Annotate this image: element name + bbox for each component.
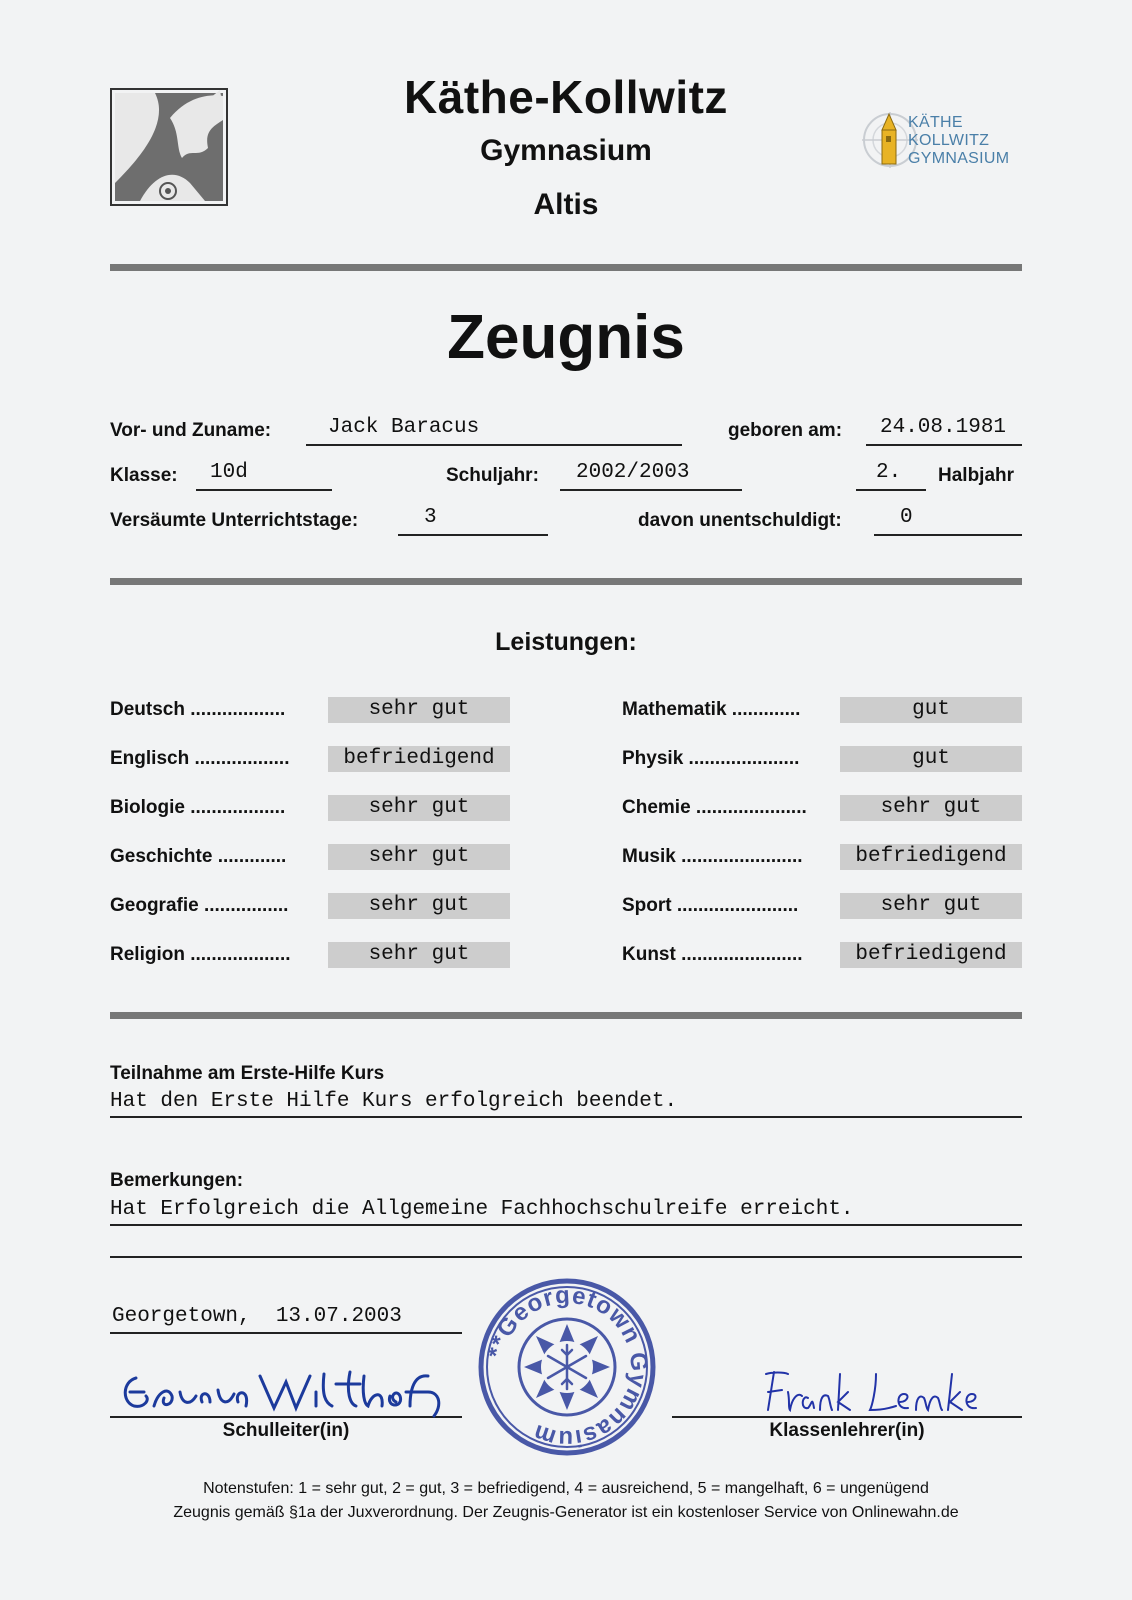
grade-value: sehr gut — [328, 795, 510, 821]
remarks-line — [110, 1194, 1022, 1226]
grade-scale-note: Notenstufen: 1 = sehr gut, 2 = gut, 3 = befriedigend, 4 = ausreichend, 5 = mangelhaft, 6 = ungenügend — [203, 1480, 929, 1497]
name-field — [306, 416, 682, 446]
grade-value: gut — [840, 746, 1022, 772]
missed-label: Versäumte Unterrichtstage: — [110, 510, 359, 531]
divider — [110, 578, 1022, 585]
grade-value: sehr gut — [328, 893, 510, 919]
subject-label: Physik ..................... — [622, 748, 800, 769]
divider — [110, 1012, 1022, 1019]
unexcused-label: davon unentschuldigt: — [638, 510, 842, 531]
school-name: Käthe-Kollwitz — [404, 71, 728, 123]
place-date-field — [110, 1305, 462, 1334]
divider — [110, 264, 1022, 271]
principal-caption: Schulleiter(in) — [222, 1420, 350, 1441]
birth-field — [866, 416, 1022, 446]
missed-value: 3 — [424, 506, 437, 529]
half-field — [856, 461, 926, 491]
grade-value: sehr gut — [328, 697, 510, 723]
first-aid-line — [110, 1086, 1022, 1118]
teacher-signature-line — [672, 1370, 1022, 1418]
year-field — [560, 461, 742, 491]
subject-label: Deutsch .................. — [110, 699, 286, 720]
half-value: 2. — [876, 461, 902, 484]
subject-label: Religion ................... — [110, 944, 291, 965]
subject-label: Musik ....................... — [622, 846, 803, 867]
name-label: Vor- und Zuname: — [110, 420, 272, 441]
class-label: Klasse: — [110, 465, 178, 486]
grade-value: befriedigend — [328, 746, 510, 772]
unexcused-value: 0 — [900, 506, 913, 529]
principal-signature-line — [110, 1370, 462, 1418]
class-field — [196, 461, 332, 491]
grade-value: befriedigend — [840, 844, 1022, 870]
school-type: Gymnasium — [480, 134, 652, 167]
remarks-text: Hat Erfolgreich die Allgemeine Fachhochschulreife erreicht. — [110, 1198, 854, 1221]
principal-signature — [110, 1362, 462, 1418]
missed-field — [398, 506, 548, 536]
grade-value: sehr gut — [328, 844, 510, 870]
remarks-label: Bemerkungen: — [110, 1170, 244, 1191]
year-value: 2002/2003 — [576, 461, 690, 484]
unexcused-field — [874, 506, 1022, 536]
birth-label: geboren am: — [728, 420, 843, 441]
teacher-signature — [672, 1366, 1022, 1416]
subject-label: Geografie ................ — [110, 895, 289, 916]
remarks-line-empty — [110, 1226, 1022, 1258]
subject-label: Sport ....................... — [622, 895, 799, 916]
class-value: 10d — [210, 461, 248, 484]
grade-value: sehr gut — [840, 893, 1022, 919]
first-aid-label: Teilnahme am Erste-Hilfe Kurs — [110, 1063, 385, 1084]
place-date: Georgetown, 13.07.2003 — [112, 1305, 402, 1328]
grade-value: gut — [840, 697, 1022, 723]
subject-label: Biologie .................. — [110, 797, 286, 818]
year-label: Schuljahr: — [446, 465, 539, 486]
half-label: Halbjahr — [938, 465, 1015, 486]
first-aid-text: Hat den Erste Hilfe Kurs erfolgreich beendet. — [110, 1090, 678, 1113]
document-title: Zeugnis — [447, 303, 685, 372]
legal-note: Zeugnis gemäß §1a der Juxverordnung. Der Zeugnis-Generator ist ein kostenloser Service von Onlinewahn.de — [173, 1504, 959, 1521]
birth-value: 24.08.1981 — [880, 416, 1007, 439]
name-value: Jack Baracus — [328, 416, 480, 439]
subject-label: Chemie ..................... — [622, 797, 807, 818]
stamp-text: **Georgetown Gymnasium — [482, 1281, 653, 1453]
subject-label: Mathematik ............. — [622, 699, 801, 720]
school-stamp — [478, 1278, 656, 1456]
subject-label: Kunst ....................... — [622, 944, 803, 965]
grades-title: Leistungen: — [495, 628, 637, 656]
grade-value: sehr gut — [328, 942, 510, 968]
subject-label: Geschichte ............. — [110, 846, 287, 867]
grade-value: sehr gut — [840, 795, 1022, 821]
subject-label: Englisch .................. — [110, 748, 290, 769]
grade-value: befriedigend — [840, 942, 1022, 968]
school-logo-text: KÄTHE KOLLWITZ GYMNASIUM — [908, 114, 1010, 167]
school-city: Altis — [533, 188, 599, 221]
teacher-caption: Klassenlehrer(in) — [769, 1420, 925, 1441]
